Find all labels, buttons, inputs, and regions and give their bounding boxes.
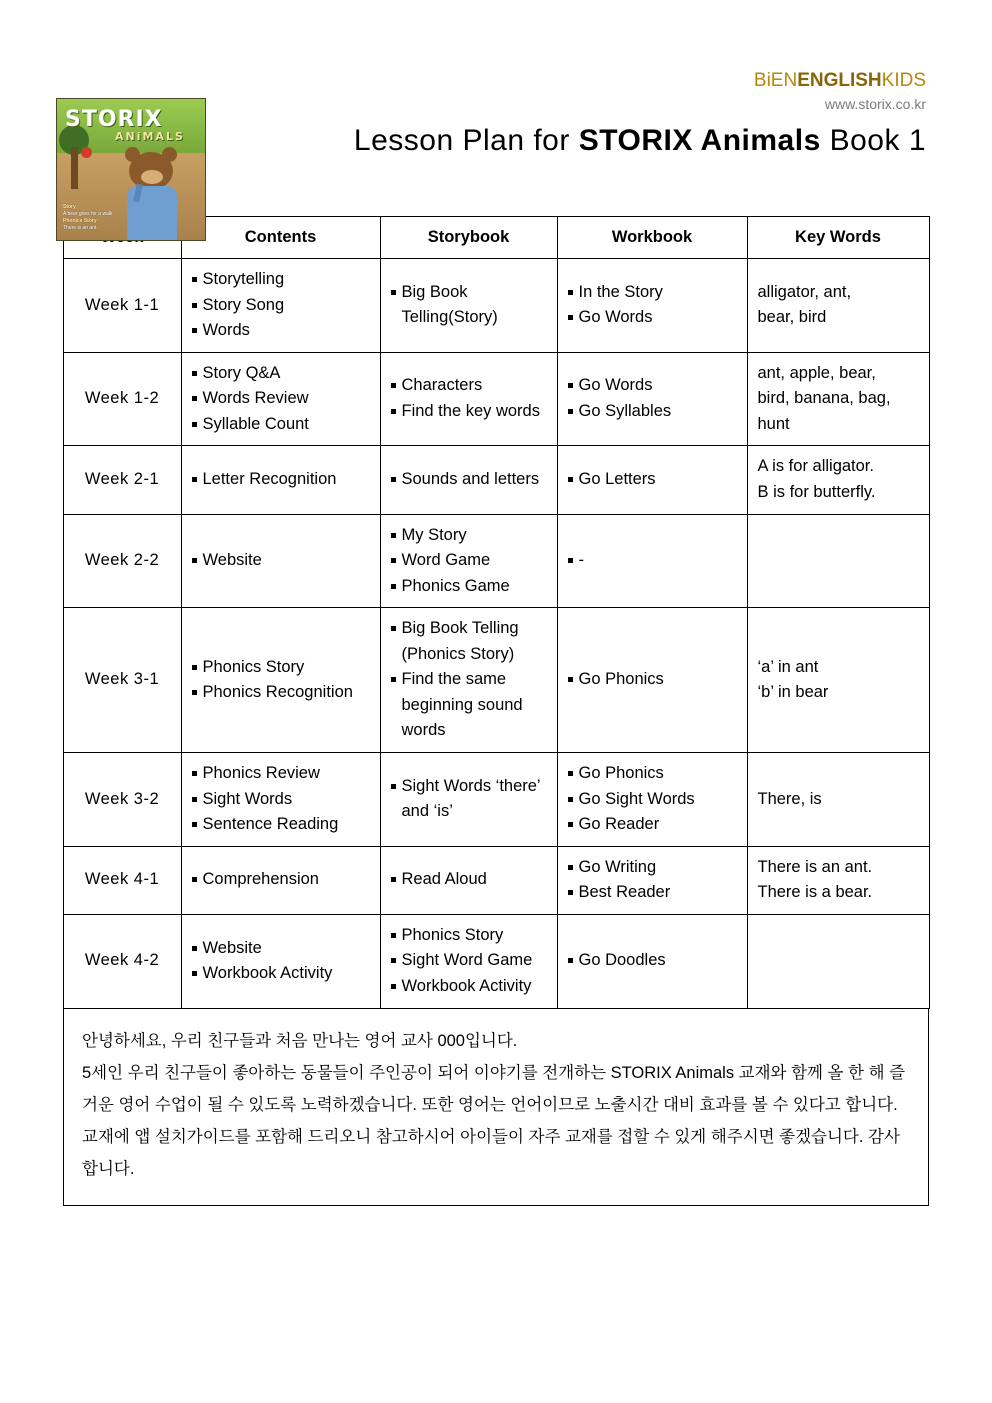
- cell-keywords: [747, 753, 929, 847]
- list-item: -: [568, 548, 737, 574]
- document-header: [0, 0, 992, 231]
- list-item: ‘a’ in ant: [757, 657, 819, 676]
- column-header-contents: Contents: [181, 217, 380, 259]
- cell-keywords: [747, 514, 929, 608]
- list-item: Letter Recognition: [192, 467, 370, 493]
- list-item: ‘b’ in bear: [757, 683, 829, 702]
- cell-workbook-list: [568, 467, 737, 493]
- cell-contents-list: [192, 467, 370, 493]
- cell-storybook: [380, 352, 557, 446]
- cover-blurb-line4: There is an ant.: [63, 225, 98, 231]
- list-item: Sentence Reading: [192, 812, 370, 838]
- list-item: hunt: [757, 414, 790, 433]
- apple-icon: [81, 147, 92, 158]
- list-item: Best Reader: [568, 880, 737, 906]
- list-item: Phonics Story: [391, 923, 547, 949]
- website-url: www.storix.co.kr: [824, 96, 926, 112]
- cell-week: Week 3-1: [63, 608, 181, 753]
- cell-workbook-list: [568, 373, 737, 424]
- list-item: In the Story: [568, 280, 737, 306]
- list-item: Story Song: [192, 293, 370, 319]
- list-item: Go Words: [568, 373, 737, 399]
- list-item: alligator, ant,: [757, 282, 852, 301]
- cell-keywords-list: [758, 454, 919, 505]
- list-item: Word Game: [391, 548, 547, 574]
- bear-icon: [119, 148, 193, 240]
- table-row: [63, 914, 929, 1008]
- note-line-2: 5세인 우리 친구들이 좋아하는 동물들이 주인공이 되어 이야기를 전개하는 STORIX Animals 교재와 함께 올 한 해 즐거운 영어 수업이 될 수 있도록 노력하겠습니다. 또한 영어는 언어이므로 노출시간 대비 효과를 볼 수 있다고 합니다. 교재에 앱 설치가이드를 포함해 드리오니 참고하시어 아이들이 자주 교재를 접할 수 있게 해주시면 좋겠습니다. 감사합니다.: [82, 1063, 906, 1179]
- list-item: ant, apple, bear,: [757, 363, 876, 382]
- list-item: Sounds and letters: [391, 467, 547, 493]
- cell-storybook: [380, 608, 557, 753]
- cell-week: Week 4-2: [63, 914, 181, 1008]
- list-item: Find the same beginning sound words: [391, 667, 547, 744]
- lesson-plan-table: [63, 216, 930, 1009]
- list-item: There, is: [757, 789, 822, 808]
- list-item: A is for alligator.: [757, 457, 874, 476]
- cell-contents: [181, 846, 380, 914]
- table-row: [63, 514, 929, 608]
- table-row: [63, 846, 929, 914]
- table-row: [63, 352, 929, 446]
- table-row: [63, 446, 929, 514]
- table-row: [63, 259, 929, 353]
- cell-keywords-list: [758, 280, 919, 331]
- cell-storybook: [380, 514, 557, 608]
- list-item: Sight Words: [192, 787, 370, 813]
- column-header-keywords: Key Words: [747, 217, 929, 259]
- list-item: Workbook Activity: [192, 961, 370, 987]
- column-header-workbook: Workbook: [557, 217, 747, 259]
- list-item: Go Writing: [568, 855, 737, 881]
- cell-contents: [181, 514, 380, 608]
- list-item: Workbook Activity: [391, 974, 547, 1000]
- cover-blurb: [63, 204, 112, 232]
- cell-storybook: [380, 914, 557, 1008]
- cell-storybook: [380, 259, 557, 353]
- note-line-1: 안녕하세요, 우리 친구들과 처음 만나는 영어 교사 000입니다.: [82, 1031, 518, 1050]
- table-body: [63, 259, 929, 1009]
- cell-week: Week 2-1: [63, 446, 181, 514]
- cell-keywords-list: [758, 655, 919, 706]
- list-item: Go Phonics: [568, 761, 737, 787]
- list-item: Characters: [391, 373, 547, 399]
- cell-workbook-list: [568, 761, 737, 838]
- cover-subtitle: ANiMALS: [115, 130, 185, 143]
- list-item: Find the key words: [391, 399, 547, 425]
- cell-contents: [181, 446, 380, 514]
- list-item: bird, banana, bag,: [757, 389, 891, 408]
- cell-workbook-list: [568, 948, 737, 974]
- cell-contents: [181, 608, 380, 753]
- cell-storybook: [380, 753, 557, 847]
- cell-week: Week 4-1: [63, 846, 181, 914]
- list-item: Big Book Telling (Phonics Story): [391, 616, 547, 667]
- cell-contents: [181, 753, 380, 847]
- cell-workbook-list: [568, 667, 737, 693]
- cell-storybook-list: [391, 867, 547, 893]
- cell-storybook-list: [391, 523, 547, 600]
- cover-blurb-line3: Phonics Story: [63, 218, 97, 224]
- cell-contents-list: [192, 361, 370, 438]
- list-item: My Story: [391, 523, 547, 549]
- list-item: Read Aloud: [391, 867, 547, 893]
- cell-week: Week 2-2: [63, 514, 181, 608]
- cell-storybook-list: [391, 923, 547, 1000]
- cell-week: Week 3-2: [63, 753, 181, 847]
- list-item: Go Sight Words: [568, 787, 737, 813]
- list-item: Go Reader: [568, 812, 737, 838]
- list-item: Go Words: [568, 305, 737, 331]
- table-row: [63, 608, 929, 753]
- cell-storybook-list: [391, 774, 547, 825]
- cell-contents-list: [192, 761, 370, 838]
- cell-storybook: [380, 446, 557, 514]
- list-item: Words Review: [192, 386, 370, 412]
- list-item: Phonics Story: [192, 655, 370, 681]
- cell-workbook: [557, 259, 747, 353]
- cell-keywords-list: [758, 787, 919, 813]
- cell-workbook: [557, 514, 747, 608]
- list-item: bear, bird: [757, 308, 827, 327]
- list-item: Website: [192, 936, 370, 962]
- list-item: Phonics Review: [192, 761, 370, 787]
- cell-workbook: [557, 446, 747, 514]
- column-header-storybook: Storybook: [380, 217, 557, 259]
- list-item: Go Syllables: [568, 399, 737, 425]
- cell-contents-list: [192, 936, 370, 987]
- cell-contents-list: [192, 655, 370, 706]
- cell-keywords: [747, 914, 929, 1008]
- cell-workbook: [557, 914, 747, 1008]
- list-item: There is a bear.: [757, 883, 873, 902]
- cell-storybook-list: [391, 467, 547, 493]
- list-item: Go Letters: [568, 467, 737, 493]
- cover-blurb-line1: Story: [63, 204, 76, 210]
- cell-workbook: [557, 846, 747, 914]
- cover-blurb-line2: A bear goes for a walk: [63, 211, 113, 217]
- list-item: Big Book Telling(Story): [391, 280, 547, 331]
- cell-week: Week 1-1: [63, 259, 181, 353]
- list-item: Website: [192, 548, 370, 574]
- book-cover-image: [56, 98, 206, 241]
- list-item: Comprehension: [192, 867, 370, 893]
- list-item: Go Phonics: [568, 667, 737, 693]
- cell-keywords: [747, 446, 929, 514]
- cell-storybook-list: [391, 280, 547, 331]
- teacher-note-box: [63, 1009, 929, 1207]
- list-item: Go Doodles: [568, 948, 737, 974]
- cell-keywords-list: [758, 361, 919, 438]
- cell-workbook: [557, 352, 747, 446]
- cell-contents-list: [192, 548, 370, 574]
- cell-contents: [181, 914, 380, 1008]
- brand-part-english: ENGLISH: [797, 70, 882, 91]
- list-item: Words: [192, 318, 370, 344]
- cell-workbook: [557, 608, 747, 753]
- list-item: Sight Words ‘there’ and ‘is’: [391, 774, 547, 825]
- title-suffix: Book 1: [820, 124, 926, 157]
- cell-contents: [181, 352, 380, 446]
- brand-part-bien: BiEN: [753, 70, 798, 91]
- cell-contents: [181, 259, 380, 353]
- list-item: Sight Word Game: [391, 948, 547, 974]
- cell-storybook-list: [391, 373, 547, 424]
- cell-keywords-list: [758, 855, 919, 906]
- list-item: B is for butterfly.: [757, 482, 876, 501]
- cell-workbook-list: [568, 280, 737, 331]
- cell-keywords: [747, 846, 929, 914]
- brand-part-kids: KIDS: [881, 70, 926, 91]
- table-row: [63, 753, 929, 847]
- cell-week: Week 1-2: [63, 352, 181, 446]
- cover-title: STORIX: [65, 107, 163, 132]
- cell-workbook-list: [568, 548, 737, 574]
- title-prefix: Lesson Plan for: [353, 124, 579, 157]
- list-item: There is an ant.: [757, 857, 873, 876]
- list-item: Storytelling: [192, 267, 370, 293]
- title-strong: STORIX Animals: [578, 124, 821, 157]
- list-item: Phonics Recognition: [192, 680, 370, 706]
- brand-logo: [56, 70, 926, 92]
- cell-contents-list: [192, 867, 370, 893]
- cell-keywords: [747, 259, 929, 353]
- cell-workbook: [557, 753, 747, 847]
- list-item: Story Q&A: [192, 361, 370, 387]
- cell-workbook-list: [568, 855, 737, 906]
- list-item: Syllable Count: [192, 412, 370, 438]
- cell-keywords: [747, 608, 929, 753]
- cell-storybook-list: [391, 616, 547, 744]
- cell-storybook: [380, 846, 557, 914]
- cell-keywords: [747, 352, 929, 446]
- cell-contents-list: [192, 267, 370, 344]
- list-item: Phonics Game: [391, 574, 547, 600]
